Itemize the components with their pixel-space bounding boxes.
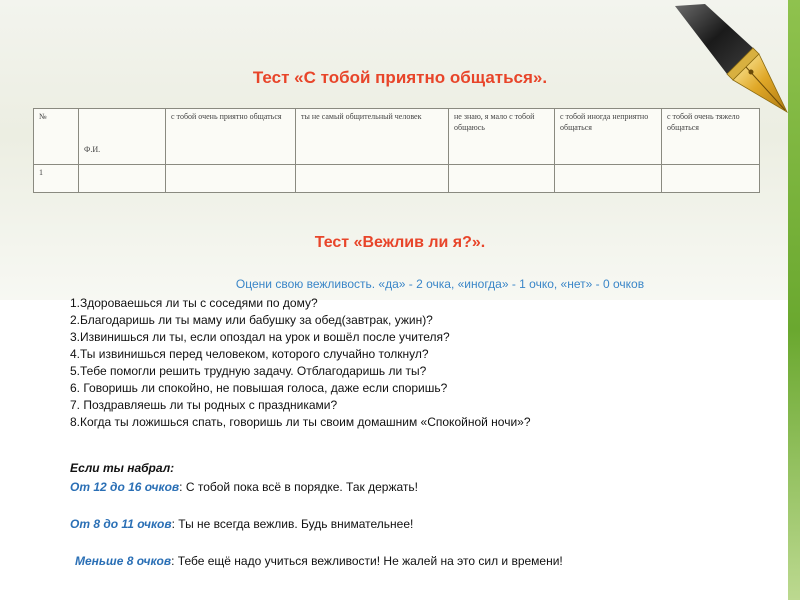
col-header-number: № [34,109,79,165]
col-header-very-hard: с тобой очень тяжело общаться [662,109,760,165]
col-header-very-pleasant: с тобой очень приятно общаться [166,109,296,165]
question-item: 6. Говоришь ли спокойно, не повышая голоса, даже если споришь? [70,381,448,395]
question-item: 1.Здороваешься ли ты с соседями по дому? [70,296,318,310]
col-header-dont-know: не знаю, я мало с тобой общаюсь [449,109,555,165]
question-item: 8.Когда ты ложишься спать, говоришь ли ты своим домашним «Спокойной ночи»? [70,415,531,429]
score-table [33,108,760,193]
result-text: : Тебе ещё надо учиться вежливости! Не жалей на это сил и времени! [171,554,563,568]
result-range: От 12 до 16 очков [70,480,180,494]
result-text: : С тобой пока всё в порядке. Так держать! [179,480,418,494]
question-item: 5.Тебе помогли решить трудную задачу. Отблагодаришь ли ты? [70,364,427,378]
test1-title: Тест «С тобой приятно общаться». [252,68,548,87]
table-cell [166,165,296,193]
result-range: От 8 до 11 очков [70,517,172,531]
result-range: Меньше 8 очков [75,554,172,568]
fountain-pen-icon [675,4,790,119]
results-title: Если ты набрал: [70,461,175,475]
table-cell [296,165,449,193]
question-list [70,295,770,431]
table-cell: 1 [34,165,79,193]
table-cell [449,165,555,193]
test2-title: Тест «Вежлив ли я?». [314,234,486,251]
question-item: 2.Благодаришь ли ты маму или бабушку за обед(завтрак, ужин)? [70,313,433,327]
table-cell [79,165,166,193]
table-header-row [34,109,760,165]
col-header-sometimes-unpleasant: с тобой иногда неприятно общаться [555,109,662,165]
question-item: 3.Извинишься ли ты, если опоздал на урок и вошёл после учителя? [70,330,450,344]
col-header-not-sociable: ты не самый общительный человек [296,109,449,165]
question-item: 7. Поздравляешь ли ты родных с праздниками? [70,398,338,412]
table-cell [555,165,662,193]
test2-intro: Оцени свою вежливость. «да» - 2 очка, «иногда» - 1 очко, «нет» - 0 очков [235,277,645,291]
col-header-name: Ф.И. [79,109,166,165]
table-row [34,165,760,193]
question-item: 4.Ты извинишься перед человеком, которого случайно толкнул? [70,347,429,361]
table-cell [662,165,760,193]
result-medium [70,517,413,531]
result-low [75,554,563,568]
result-high [70,480,418,494]
result-text: : Ты не всегда вежлив. Будь внимательнее! [171,517,414,531]
